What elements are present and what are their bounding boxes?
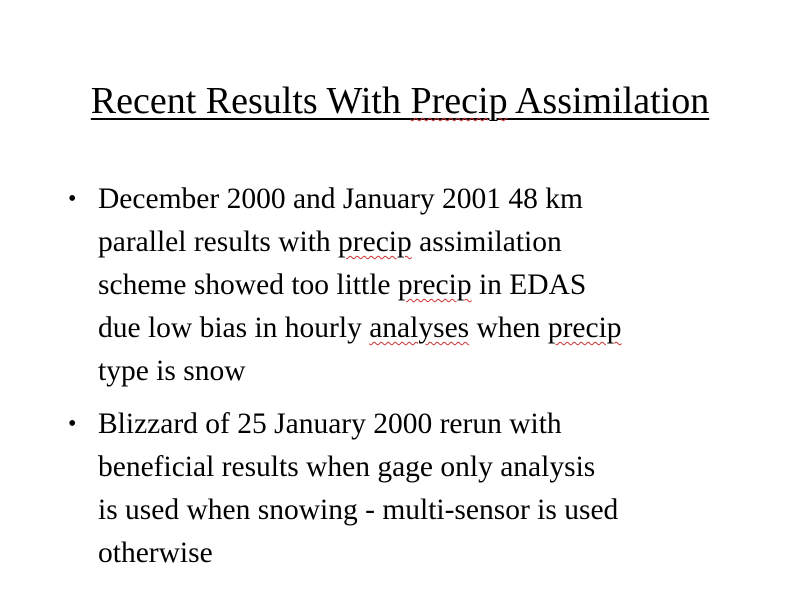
bullet-line xyxy=(98,307,762,350)
bullet-line xyxy=(98,532,762,575)
bullet-item xyxy=(62,403,762,575)
bullet-marker: • xyxy=(68,411,77,437)
bullet-line xyxy=(98,178,762,221)
bullet-line xyxy=(98,264,762,307)
bullet-line xyxy=(98,446,762,489)
bullet-line xyxy=(98,403,762,446)
title-part-flagged: Precip xyxy=(410,80,508,122)
spellcheck-flagged-word: precip xyxy=(547,312,622,344)
bullet-text: Blizzard of 25 January 2000 rerun with xyxy=(98,408,562,440)
bullet-text: parallel results with xyxy=(98,226,339,258)
bullet-list xyxy=(62,178,762,585)
spellcheck-flagged-word: analyses xyxy=(369,312,470,344)
bullet-text: December 2000 and January 2001 48 km xyxy=(98,183,583,215)
slide-title-text xyxy=(91,80,709,122)
bullet-text: otherwise xyxy=(98,537,213,569)
title-part-after: Assimilation xyxy=(507,80,710,122)
spellcheck-flagged-word: precip xyxy=(397,269,472,301)
bullet-marker: • xyxy=(68,186,77,212)
bullet-text: beneficial results when gage only analysis xyxy=(98,451,596,483)
title-part-before: Recent Results With xyxy=(90,80,411,122)
bullet-text: assimilation xyxy=(411,226,562,258)
spellcheck-flagged-word: precip xyxy=(338,226,412,258)
bullet-line xyxy=(98,221,762,264)
bullet-text: when xyxy=(469,312,548,344)
bullet-text: in EDAS xyxy=(471,269,587,301)
bullet-line xyxy=(98,350,762,393)
bullet-text: type is snow xyxy=(98,355,246,387)
bullet-line xyxy=(98,489,762,532)
bullet-item xyxy=(62,178,762,393)
bullet-text: scheme showed too little xyxy=(98,269,398,301)
slide-title xyxy=(0,78,800,124)
bullet-text: is used when snowing - multi-sensor is used xyxy=(98,494,619,526)
bullet-text: due low bias in hourly xyxy=(98,312,370,344)
